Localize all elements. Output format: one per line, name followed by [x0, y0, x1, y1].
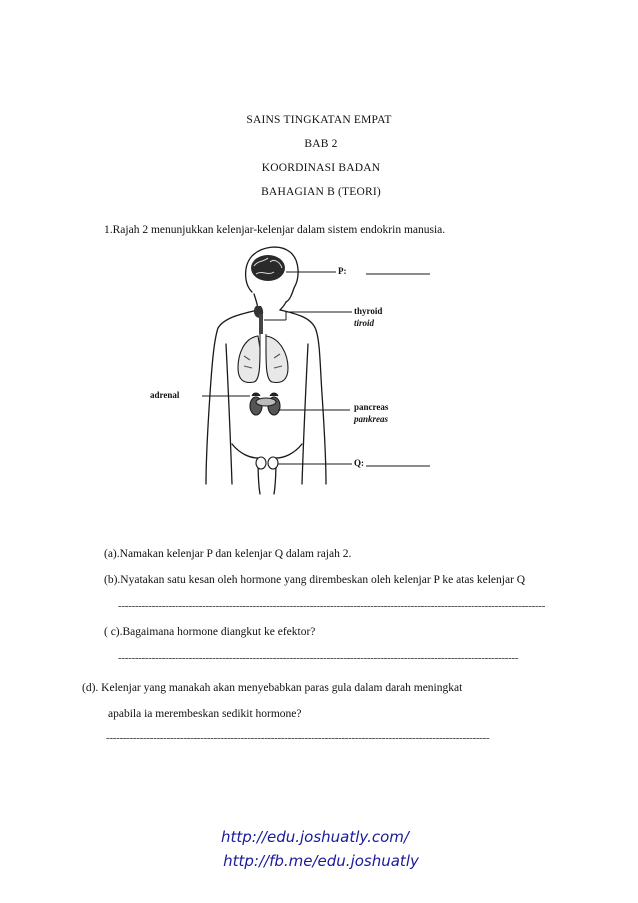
footer-link-1[interactable]: http://edu.joshuatly.com/: [221, 828, 409, 846]
question-b: (b).Nyatakan satu kesan oleh hormone yang dirembeskan oleh kelenjar P ke atas kelenjar Q: [104, 574, 526, 586]
label-adrenal: adrenal: [150, 390, 180, 400]
human-body-figure: [140, 244, 440, 496]
header-line-2: BAB 2: [304, 138, 338, 150]
brain-shape: [251, 255, 285, 281]
gonads-shape: [256, 457, 278, 469]
lungs-shape: [238, 334, 288, 382]
label-tiroid: tiroid: [354, 318, 375, 328]
endocrine-diagram: [140, 244, 440, 496]
header-line-1: SAINS TINGKATAN EMPAT: [246, 114, 392, 126]
question-c: ( c).Bagaimana hormone diangkut ke efektor?: [104, 626, 316, 638]
label-q: Q:: [354, 458, 364, 468]
kidneys-shape: [250, 393, 280, 415]
question-a: (a).Namakan kelenjar P dan kelenjar Q dalam rajah 2.: [104, 548, 352, 560]
label-thyroid: thyroid: [354, 306, 383, 316]
question-d-line-1: (d). Kelenjar yang manakah akan menyebabkan paras gula dalam darah meningkat: [82, 682, 463, 694]
answer-line-c: -----------------------------------------------------------------------------------------------------------------------: [118, 652, 519, 664]
label-p: P:: [338, 266, 347, 276]
label-pankreas: pankreas: [354, 414, 389, 424]
intro-text: 1.Rajah 2 menunjukkan kelenjar-kelenjar dalam sistem endokrin manusia.: [104, 224, 446, 236]
question-d-line-2: apabila ia merembeskan sedikit hormone?: [108, 708, 302, 720]
label-pancreas: pancreas: [354, 402, 389, 412]
header-line-3: KOORDINASI BADAN: [261, 162, 381, 174]
header-line-4: BAHAGIAN B (TEORI): [261, 186, 381, 198]
answer-line-d: ------------------------------------------------------------------------------------------------------------------: [106, 732, 490, 744]
answer-line-b: -------------------------------------------------------------------------------------------------------------------------------: [118, 600, 546, 612]
thyroid-shape: [254, 306, 263, 334]
footer-link-2[interactable]: http://fb.me/edu.joshuatly: [223, 852, 419, 870]
